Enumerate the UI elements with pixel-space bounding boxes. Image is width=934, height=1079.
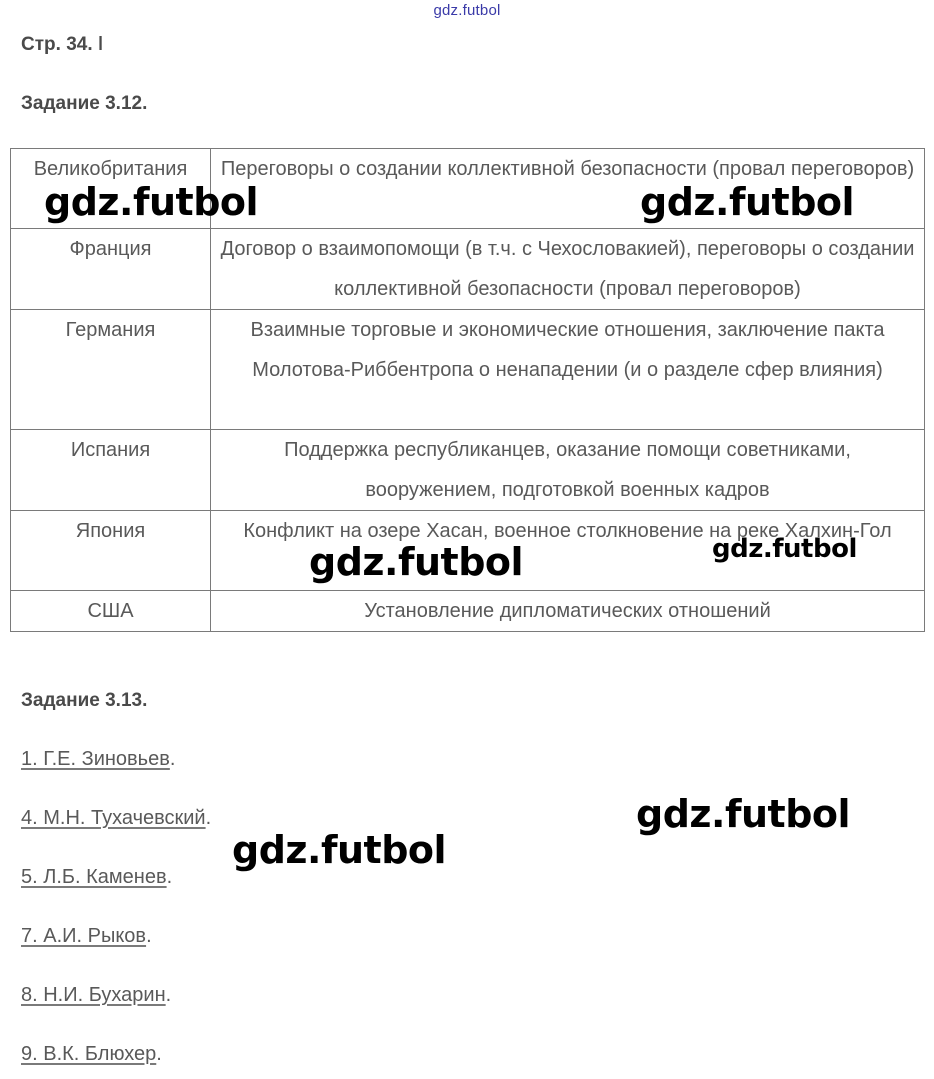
country-cell: Япония (11, 511, 211, 591)
table-row (11, 430, 925, 511)
name-link[interactable]: 9. В.К. Блюхер (21, 1043, 157, 1065)
country-cell: Франция (11, 229, 211, 310)
country-cell: США (11, 591, 211, 632)
site-watermark-top: gdz.futbol (433, 2, 501, 19)
table-row (11, 229, 925, 310)
watermark: gdz.futbol (309, 540, 524, 584)
relation-cell: Взаимные торговые и экономические отношения, заключение пакта Молотова-Риббентропа о ненападении (и о разделе сфер влияния) (211, 310, 925, 430)
relation-cell: Конфликт на озере Хасан, военное столкновение на реке Халхин-Гол (211, 511, 925, 591)
country-cell: Германия (11, 310, 211, 430)
name-link[interactable]: 7. А.И. Рыков (21, 925, 147, 947)
country-cell: Великобритания (11, 149, 211, 229)
task-3-13-heading: Задание 3.13. (21, 690, 148, 711)
table-row (11, 591, 925, 632)
watermark: gdz.futbol (640, 180, 855, 224)
list-item[interactable]: 8. Н.И. Бухарин. (21, 984, 172, 1006)
relation-cell: Установление дипломатических отношений (211, 591, 925, 632)
name-link[interactable]: 5. Л.Б. Каменев (21, 866, 167, 888)
country-cell: Испания (11, 430, 211, 511)
watermark: gdz.futbol (636, 792, 851, 836)
task-3-12-heading: Задание 3.12. (21, 93, 148, 114)
relation-cell: Договор о взаимопомощи (в т.ч. с Чехословакией), переговоры о создании коллективной безопасности (провал переговоров) (211, 229, 925, 310)
watermark: gdz.futbol (232, 828, 447, 872)
list-item[interactable]: 5. Л.Б. Каменев. (21, 866, 173, 888)
list-item[interactable]: 9. В.К. Блюхер. (21, 1043, 162, 1065)
name-link[interactable]: 1. Г.Е. Зиновьев (21, 748, 170, 770)
watermark: gdz.futbol (712, 534, 857, 564)
list-item[interactable]: 1. Г.Е. Зиновьев. (21, 748, 176, 770)
name-link[interactable]: 4. М.Н. Тухачевский (21, 807, 206, 829)
table-row (11, 310, 925, 430)
relation-cell: Переговоры о создании коллективной безопасности (провал переговоров) (211, 149, 925, 229)
relation-cell: Поддержка республиканцев, оказание помощи советниками, вооружением, подготовкой военных кадров (211, 430, 925, 511)
name-link[interactable]: 8. Н.И. Бухарин (21, 984, 166, 1006)
list-item[interactable]: 4. М.Н. Тухачевский. (21, 807, 212, 829)
list-item[interactable]: 7. А.И. Рыков. (21, 925, 152, 947)
page-reference: Стр. 34. ǀ (21, 34, 104, 55)
watermark: gdz.futbol (44, 180, 259, 224)
